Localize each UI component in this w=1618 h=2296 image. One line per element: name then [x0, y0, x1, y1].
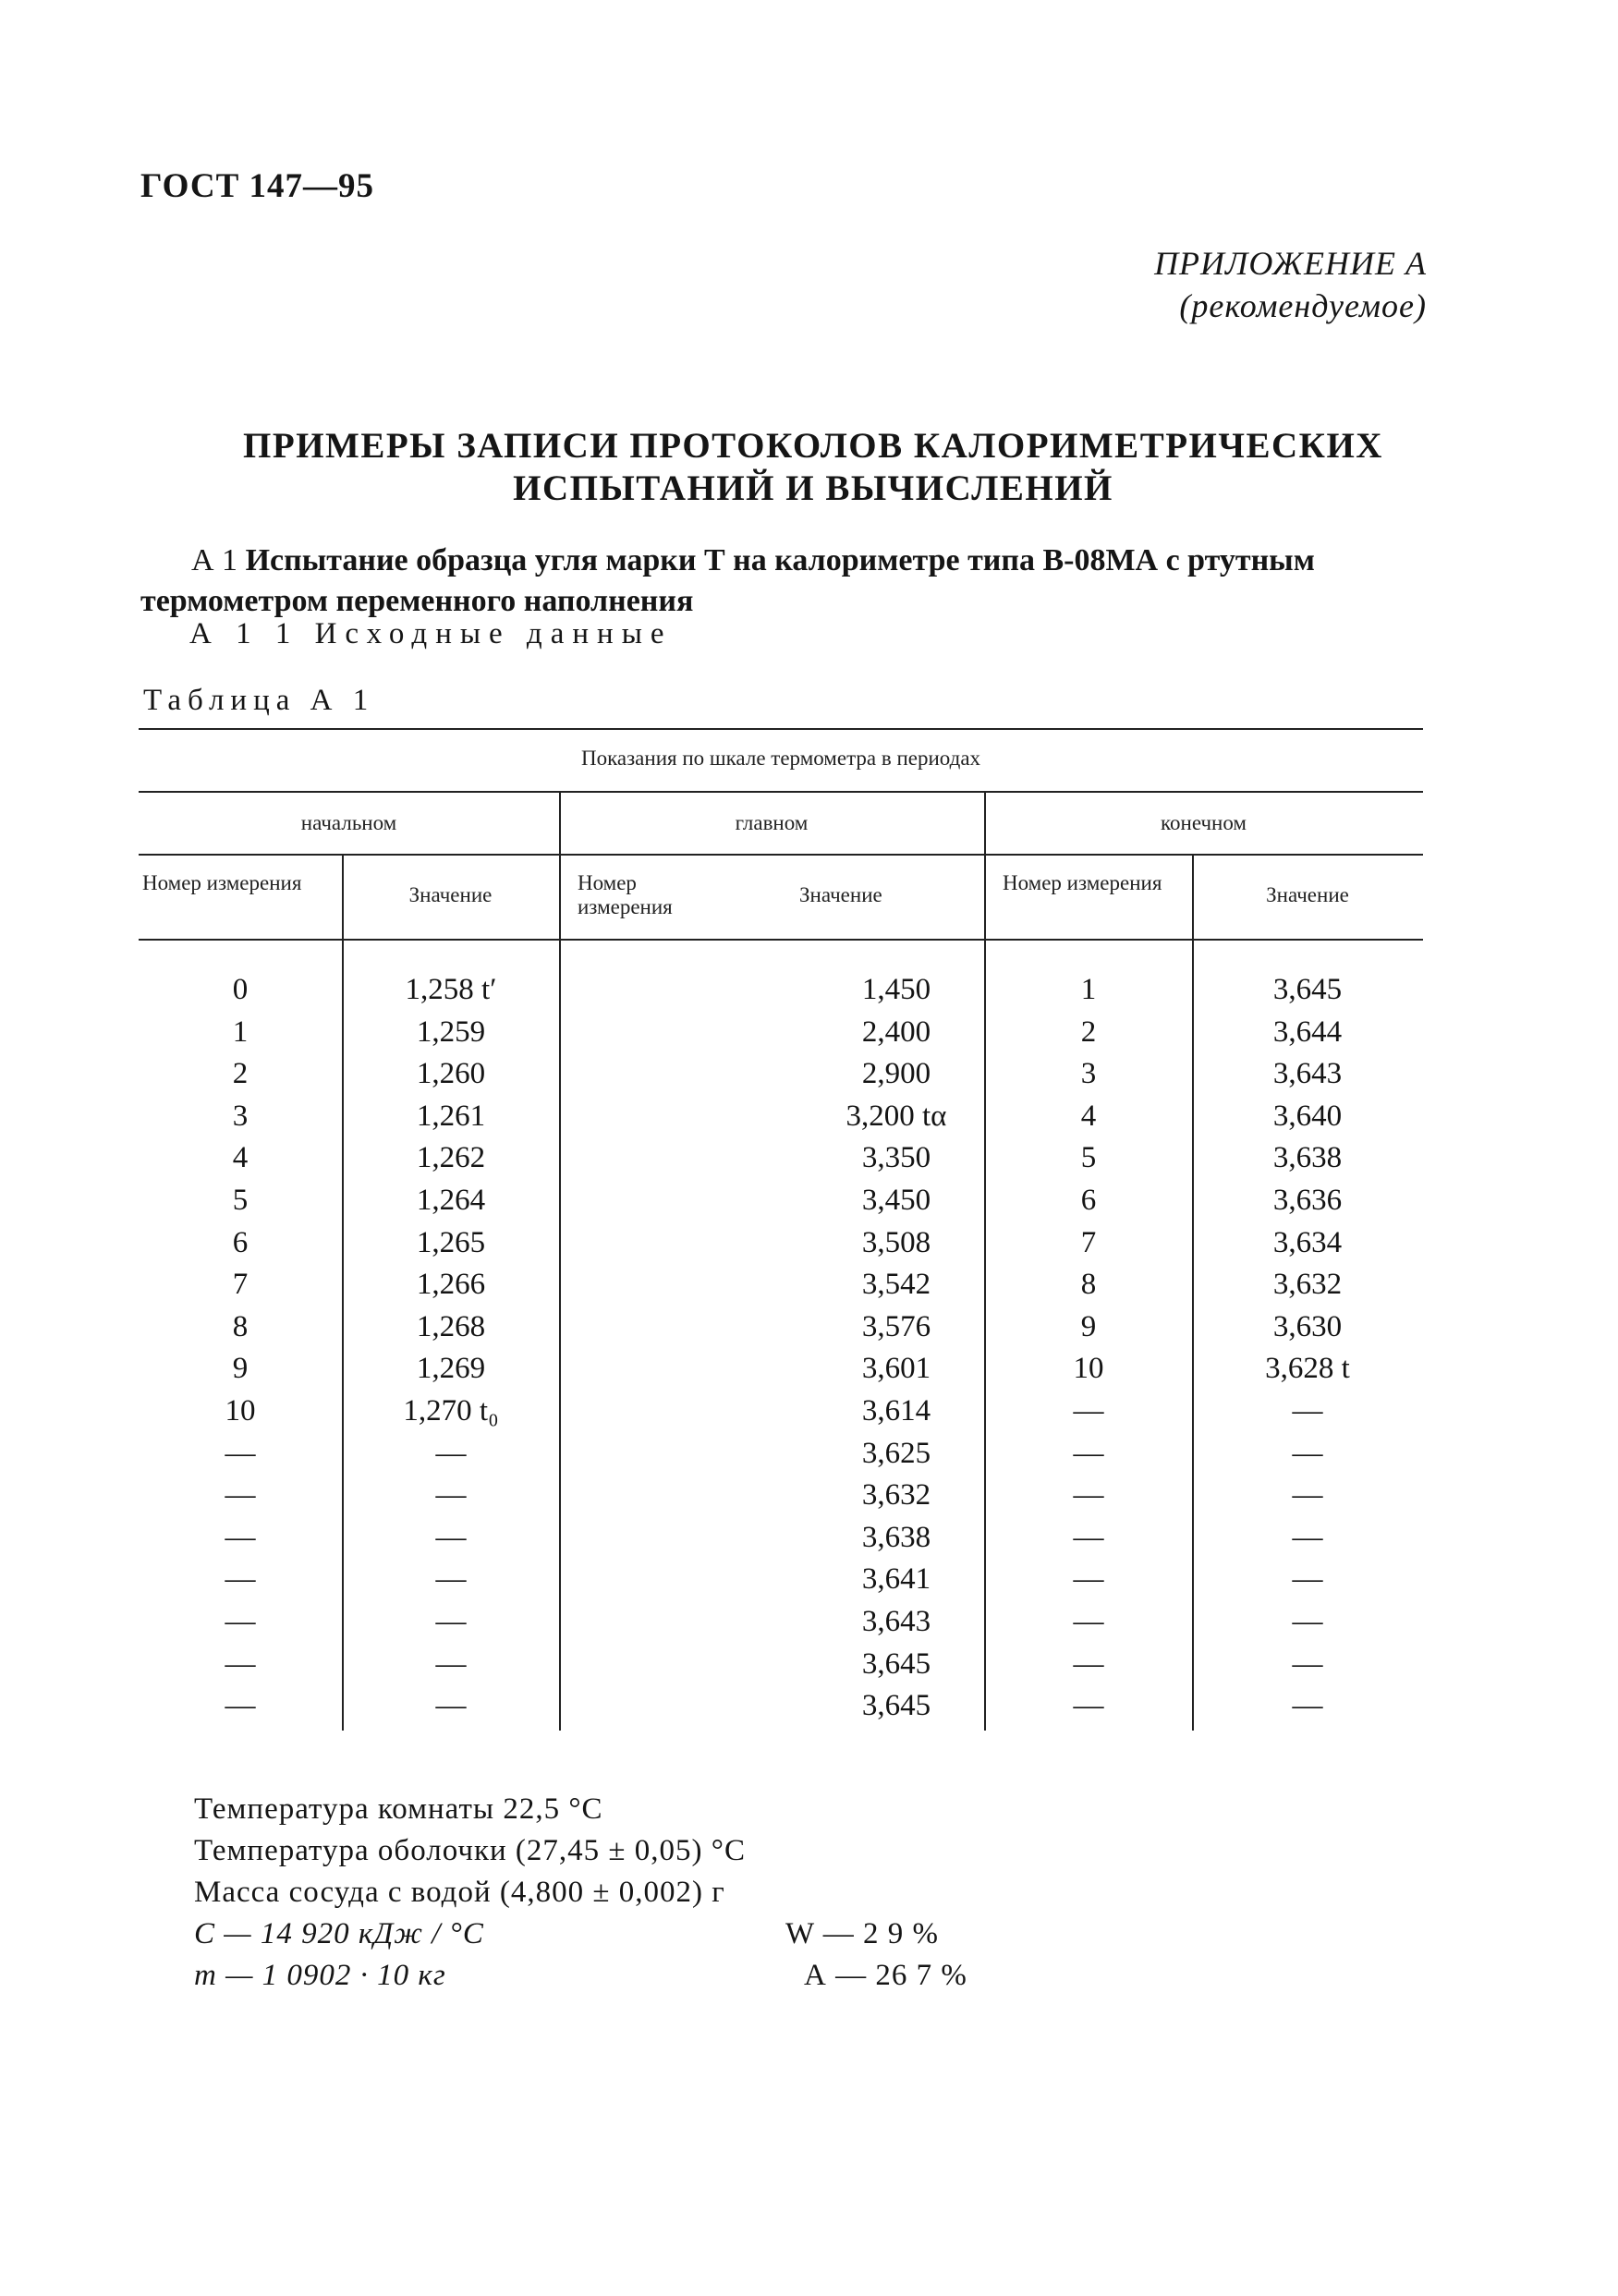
table-cell: 3,643: [1272, 1057, 1343, 1091]
table-cell: —: [225, 1436, 256, 1470]
table-cell: —: [1292, 1394, 1323, 1427]
table-cell: 1: [1080, 973, 1097, 1006]
table-cell: —: [435, 1646, 467, 1681]
table-header-rule-3: [139, 939, 1423, 941]
col-number-header-1: Номер измерения: [142, 871, 302, 894]
vessel-mass: Масса сосуда с водой (4,800 ± 0,002) г: [194, 1876, 725, 1909]
table-cell: 0: [232, 973, 249, 1006]
table-cell: —: [225, 1689, 256, 1723]
table-cell: 6: [232, 1225, 249, 1259]
table-cell: —: [435, 1689, 467, 1723]
table-cell: —: [1292, 1520, 1323, 1554]
table-cell: —: [225, 1605, 256, 1638]
table-cell: —: [1292, 1605, 1323, 1638]
table-cell: 1,266: [416, 1268, 486, 1302]
table-cell: 3,625: [861, 1436, 931, 1470]
table-cell: 2,900: [861, 1057, 931, 1091]
table-cell: —: [1073, 1605, 1104, 1638]
table-cell: 3,644: [1272, 1014, 1343, 1049]
table-cell: —: [1073, 1478, 1104, 1512]
table-top-rule: [139, 728, 1423, 730]
table-cell: 3,645: [861, 1646, 931, 1681]
table-cell: —: [1073, 1394, 1104, 1427]
main-title-line2: ИСПЫТАНИЙ И ВЫЧИСЛЕНИЙ: [513, 468, 1113, 508]
table-cell: 2: [232, 1057, 249, 1091]
table-cell: 1,265: [416, 1225, 486, 1259]
table-header-rule-2: [139, 854, 1423, 856]
table-cell: —: [225, 1562, 256, 1597]
table-cell: 3,614: [861, 1394, 931, 1427]
table-cell: 3: [232, 1099, 249, 1133]
table-cell: —: [435, 1520, 467, 1554]
table-vrule-col-1: [342, 854, 344, 1731]
table-cell: 1,260: [416, 1057, 486, 1091]
period-main-header: главном: [735, 811, 809, 834]
table-cell: 3,601: [861, 1352, 931, 1386]
main-title-line1: ПРИМЕРЫ ЗАПИСИ ПРОТОКОЛОВ КАЛОРИМЕТРИЧЕСКИХ: [243, 426, 1383, 466]
table-cell: 3,200 tα: [845, 1099, 947, 1133]
table-cell: —: [1292, 1436, 1323, 1470]
table-cell: —: [435, 1605, 467, 1638]
appendix-label: [1154, 242, 1427, 327]
table-cell: 1,262: [416, 1141, 486, 1175]
section-text: Испытание образца угля марки Т на калориметре типа В-08МА с ртутным термометром переменного наполнения: [140, 543, 1315, 618]
table-cell: —: [1073, 1646, 1104, 1681]
period-final-header: конечном: [1161, 811, 1247, 834]
table-vrule-col-5: [1192, 854, 1194, 1731]
table-cell: 1,270 t₀: [403, 1394, 499, 1427]
table-cell: —: [225, 1520, 256, 1554]
table-cell: 1,261: [416, 1099, 486, 1133]
appendix-title: ПРИЛОЖЕНИЕ А: [1154, 245, 1427, 282]
table-cell: 3,632: [861, 1478, 931, 1512]
table-cell: —: [1073, 1562, 1104, 1597]
document-code: ГОСТ 147—95: [140, 167, 374, 205]
table-cell: 1,269: [416, 1352, 486, 1386]
table-cell: —: [1292, 1478, 1323, 1512]
table-cell: 3,350: [861, 1141, 931, 1175]
table-cell: 1,258 t′: [405, 973, 497, 1006]
table-cell: —: [225, 1478, 256, 1512]
table-cell: 9: [232, 1352, 249, 1386]
table-cell: 3,450: [861, 1184, 931, 1217]
table-cell: 3,645: [1272, 973, 1343, 1006]
table-cell: 3,576: [861, 1309, 931, 1343]
table-cell: 3,636: [1272, 1184, 1343, 1217]
table-header-rule-1: [139, 791, 1423, 793]
table-cell: —: [1073, 1689, 1104, 1723]
table-cell: 7: [232, 1268, 249, 1302]
period-initial-header: начальном: [300, 811, 397, 834]
table-cell: —: [1292, 1689, 1323, 1723]
table-cell: 3,638: [861, 1520, 931, 1554]
table-cell: 5: [232, 1184, 249, 1217]
moisture-value: W — 2 9 %: [785, 1917, 940, 1950]
table-cell: 3,641: [861, 1562, 931, 1597]
table-cell: 1: [232, 1014, 249, 1049]
table-cell: 2,400: [861, 1014, 931, 1049]
col-number-header-2: Номер измерения: [578, 871, 673, 918]
table-cell: 3,632: [1272, 1268, 1343, 1302]
section-heading: [140, 541, 1425, 622]
table-cell: —: [435, 1562, 467, 1597]
table-cell: 1,264: [416, 1184, 486, 1217]
table-cell: —: [225, 1646, 256, 1681]
table-caption: Таблица А 1: [143, 684, 375, 717]
table-cell: 3: [1080, 1057, 1097, 1091]
shell-temperature: Температура оболочки (27,45 ± 0,05) °С: [194, 1834, 746, 1867]
table-super-header: Показания по шкале термометра в периодах: [580, 747, 981, 770]
table-cell: 3,643: [861, 1605, 931, 1638]
table-cell: 10: [225, 1394, 256, 1427]
col-value-header-1: Значение: [408, 883, 493, 906]
col-value-header-3: Значение: [1266, 883, 1349, 906]
ash-value: А — 26 7 %: [804, 1959, 967, 1992]
table-cell: —: [435, 1478, 467, 1512]
sample-mass-value: m — 1 0902 · 10 кг: [194, 1959, 446, 1992]
room-temperature: Температура комнаты 22,5 °С: [194, 1792, 603, 1826]
table-cell: 4: [1080, 1099, 1097, 1133]
table-cell: 3,508: [861, 1225, 931, 1259]
main-title: [139, 425, 1488, 510]
table-cell: —: [435, 1436, 467, 1470]
table-cell: 2: [1080, 1014, 1097, 1049]
table-cell: 7: [1080, 1225, 1097, 1259]
table-cell: —: [1073, 1520, 1104, 1554]
col-value-header-2: Значение: [799, 883, 882, 906]
table-cell: 1,259: [416, 1014, 486, 1049]
table-cell: —: [1073, 1436, 1104, 1470]
col-number-header-3: Номер измерения: [1003, 871, 1162, 894]
table-cell: 3,638: [1272, 1141, 1343, 1175]
table-cell: —: [1292, 1562, 1323, 1597]
table-cell: 3,542: [861, 1268, 931, 1302]
table-cell: 8: [1080, 1268, 1097, 1302]
table-cell: 10: [1073, 1352, 1104, 1386]
table-cell: 3,630: [1272, 1309, 1343, 1343]
section-number: А 1: [191, 543, 238, 577]
subsection-heading: А 1 1 Исходные данные: [189, 617, 673, 650]
table-cell: 8: [232, 1309, 249, 1343]
table-cell: 5: [1080, 1141, 1097, 1175]
table-cell: 3,628 t: [1265, 1352, 1350, 1386]
table-cell: 3,640: [1272, 1099, 1343, 1133]
table-cell: —: [1292, 1646, 1323, 1681]
table-cell: 1,268: [416, 1309, 486, 1343]
table-cell: 3,645: [861, 1689, 931, 1723]
table-cell: 1,450: [861, 973, 931, 1006]
table-cell: 9: [1080, 1309, 1097, 1343]
table-vrule-period-1: [559, 791, 561, 1731]
table-cell: 6: [1080, 1184, 1097, 1217]
table-cell: 4: [232, 1141, 249, 1175]
heat-capacity-value: С — 14 920 кДж / °С: [194, 1917, 484, 1950]
appendix-subtitle: (рекомендуемое): [1179, 287, 1427, 324]
table-cell: 3,634: [1272, 1225, 1343, 1259]
